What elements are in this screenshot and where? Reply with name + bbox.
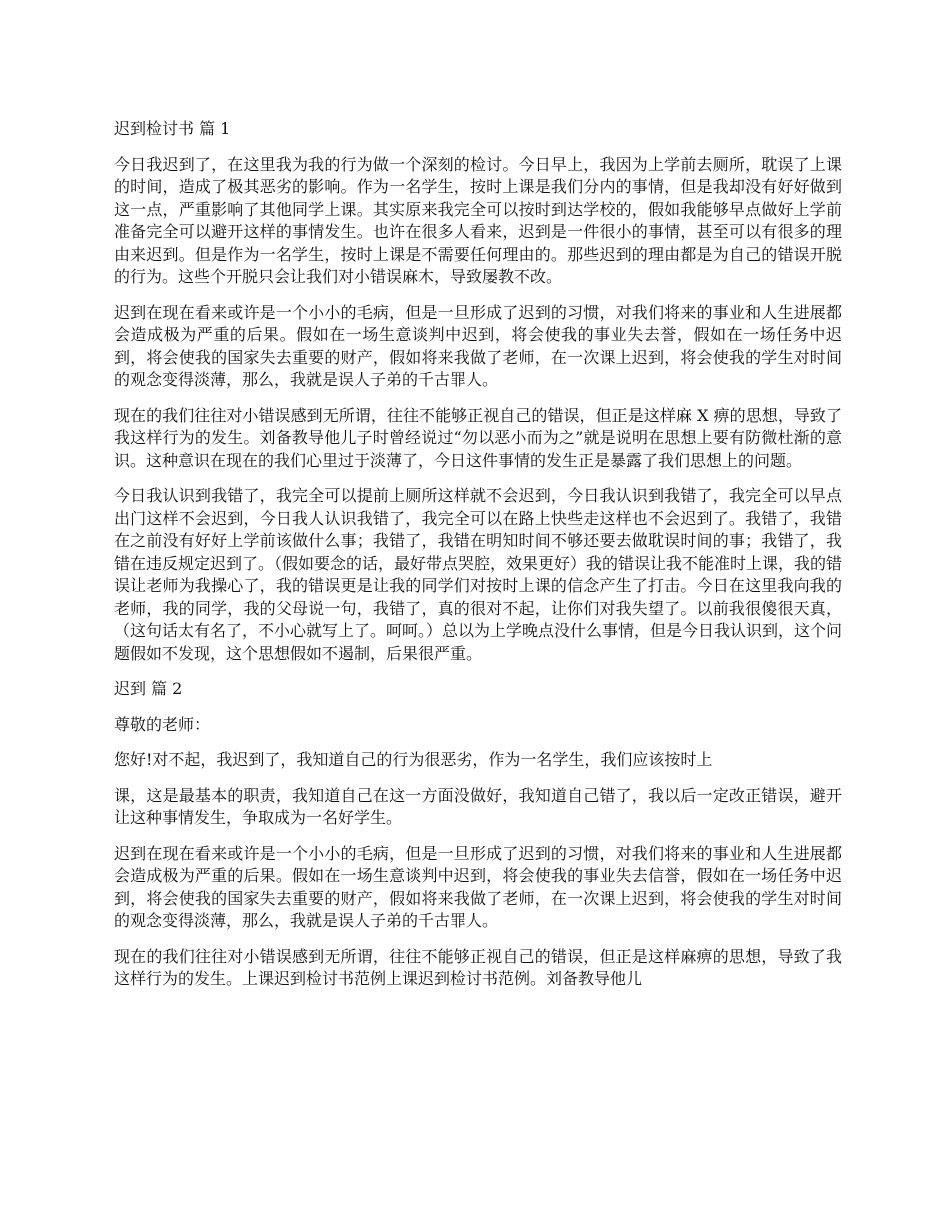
paragraph: 课，这是最基本的职责，我知道自己在这一方面没做好，我知道自己错了，我以后一定改正错误，避开让这种事情发生，争取成为一名好学生。 — [114, 785, 842, 827]
paragraph: 迟到在现在看来或许是一个小小的毛病，但是一旦形成了迟到的习惯，对我们将来的事业和人生进展都会造成极为严重的后果。假如在一场生意谈判中迟到，将会使我的事业失去誉，假如在一场任务中迟到，将会使我的国家失去重要的财产，假如将来我做了老师，在一次课上迟到，将会使我的学生对时间的观念变得淡薄，那么，我就是误人子弟的千古罪人。 — [114, 302, 842, 389]
paragraph: 今日我迟到了，在这里我为我的行为做一个深刻的检讨。今日早上，我因为上学前去厕所，耽误了上课的时间，造成了极其恶劣的影响。作为一名学生，按时上课是我们分内的事情，但是我却没有好好做到这一点，严重影响了其他同学上课。其实原来我完全可以按时到达学校的，假如我能够早点做好上学前准备完全可以避开这样的事情发生。也许在很多人看来，迟到是一件很小的事情，甚至可以有很多的理由来迟到。但是作为一名学生，按时上课是不需要任何理由的。那些迟到的理由都是为自己的错误开脱的行为。这些个开脱只会让我们对小错误麻木，导致屡教不改。 — [114, 154, 842, 286]
paragraph: 您好!对不起，我迟到了，我知道自己的行为很恶劣，作为一名学生，我们应该按时上 — [114, 750, 713, 769]
paragraph: 今日我认识到我错了，我完全可以提前上厕所这样就不会迟到，今日我认识到我错了，我完全可以早点出门这样不会迟到，今日我人认识我错了，我完全可以在路上快些走这样也不会迟到了。我错了，我错在之前没有好好上学前该做什么事；我错了，我错在明知时间不够还要去做耽误时间的事；我错了，我错在违反规定迟到了。（假如要念的话，最好带点哭腔，效果更好）我的错误让我不能准时上课，我的错误让老师为我操心了，我的错误更是让我的同学们对按时上课的信念产生了打击。今日在这里我向我的老师，我的同学，我的父母说一句，我错了，真的很对不起，让你们对我失望了。以前我很傻很天真，（这句话太有名了，不小心就写上了。呵呵。）总以为上学晚点没什么事情，但是今日我认识到，这个问题假如不发现，这个思想假如不遏制，后果很严重。 — [114, 486, 843, 663]
paragraph: 现在的我们往往对小错误感到无所谓，往往不能够正视自己的错误，但正是这样麻 X 痹的思想，导致了我这样行为的发生。刘备教导他儿子时曾经说过“勿以恶小而为之”就是说明在思想上要有防微杜渐的意识。这种意识在现在的我们心里过于淡薄了，今日这件事情的发生正是暴露了我们思想上的问题。 — [114, 405, 842, 470]
paragraph: 现在的我们往往对小错误感到无所谓，往往不能够正视自己的错误，但正是这样麻痹的思想，导致了我这样行为的发生。上课迟到检讨书范例上课迟到检讨书范例。刘备教导他儿 — [114, 946, 842, 988]
document-page — [114, 118, 842, 1004]
section-heading-2: 迟到 篇 2 — [114, 679, 183, 698]
paragraph: 迟到在现在看来或许是一个小小的毛病，但是一旦形成了迟到的习惯，对我们将来的事业和人生进展都会造成极为严重的后果。假如在一场生意谈判中迟到，将会使我的事业失去信誉，假如在一场任务中迟到，将会使我的国家失去重要的财产，假如将来我做了老师，在一次课上迟到，将会使我的学生对时间的观念变得淡薄，那么，我就是误人子弟的千古罪人。 — [114, 843, 842, 930]
salutation: 尊敬的老师： — [114, 714, 211, 734]
section-heading-1: 迟到检讨书 篇 1 — [114, 119, 231, 138]
